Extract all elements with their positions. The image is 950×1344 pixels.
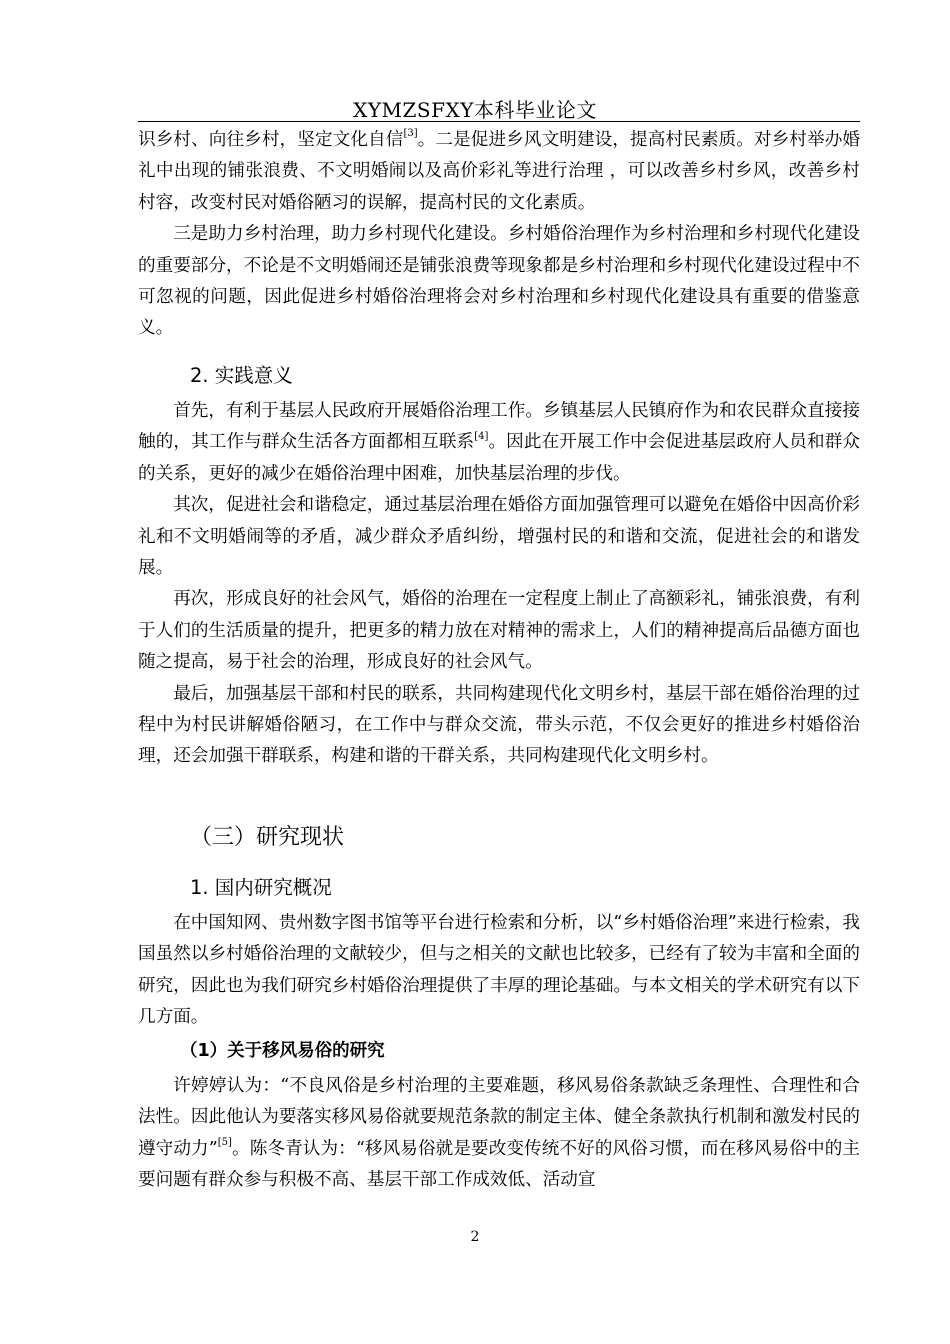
paragraph: 在中国知网、贵州数字图书馆等平台进行检索和分析，以“乡村婚俗治理”来进行检索，我国虽然以乡村婚俗治理的文献较少，但与之相关的文献也比较多，已经有了较为丰富和全面的研究，因此也为我们研究乡村婚俗治理提供了丰厚的理论基础。与本文相关的学术研究有以下几方面。 (138, 913, 860, 1028)
text-block-significance (138, 125, 860, 345)
paragraph: 三是助力乡村治理，助力乡村现代化建设。乡村婚俗治理作为乡村治理和乡村现代化建设的重要部分，不论是不文明婚闹还是铺张浪费等现象都是乡村治理和乡村现代化建设过程中不可忽视的问题，因此促进乡村婚俗治理将会对乡村治理和乡村现代化建设具有重要的借鉴意义。 (138, 224, 860, 339)
paragraph-text: 首先，有利于基层人民政府开展婚俗治理工作。乡镇基层人民镇府作为和农民群众直接接触的，其工作与群众生活各方面都相互联系 (138, 401, 860, 453)
text-block-practical-significance (138, 396, 860, 773)
text-block-customs-reform (138, 1071, 860, 1197)
paragraph-text: 。二是促进乡风文明建设，提高村民素质。对乡村举办婚礼中出现的铺张浪费、不文明婚闹以及高价彩礼等进行治理 ，可以改善乡村乡风，改善乡村村容，改变村民对婚俗陋习的误解，提高村民的文化素质。 (138, 130, 860, 213)
citation-marker: [5] (217, 1136, 232, 1148)
citation-marker: [4] (474, 430, 489, 442)
paragraph-text: 许婷婷认为：“不良风俗是乡村治理的主要难题，移风易俗条款缺乏条理性、合理性和合法性。因此他认为要落实移风易俗就要规范条款的制定主体、健全条款执行机制和激发村民的遵守动力” (138, 1076, 860, 1159)
paragraph-text: 。因此在开展工作中会促进基层政府人员和群众的关系，更好的减少在婚俗治理中困难，加快基层治理的步伐。 (138, 432, 860, 484)
paragraph (138, 125, 860, 219)
paragraph: 再次，形成良好的社会风气，婚俗的治理在一定程度上制止了高额彩礼，铺张浪费，有利于人们的生活质量的提升，把更多的精力放在对精神的需求上，人们的精神提高后品德方面也随之提高，易于社会的治理，形成良好的社会风气。 (138, 589, 860, 673)
citation-marker: [3] (403, 128, 418, 140)
section-heading-research-status: （三）研究现状 (190, 825, 345, 850)
page-header-title: XYMZSFXY本科毕业论文 (353, 98, 597, 122)
section-heading-practical-significance: 2. 实践意义 (190, 364, 293, 387)
section-heading-customs-reform: （1）关于移风易俗的研究 (180, 1041, 385, 1061)
header-divider (138, 121, 860, 122)
paragraph-text: 。陈冬青认为：“移风易俗就是要改变传统不好的风俗习惯，而在移风易俗中的主要问题有群众参与积极不高、基层干部工作成效低、活动宣 (138, 1138, 861, 1191)
section-heading-domestic-research: 1. 国内研究概况 (190, 876, 332, 899)
paragraph (138, 396, 860, 490)
text-block-domestic-research (138, 908, 860, 1034)
page-number: 2 (470, 1229, 480, 1245)
paragraph: 其次，促进社会和谐稳定，通过基层治理在婚俗方面加强管理可以避免在婚俗中因高价彩礼和不文明婚闹等的矛盾，减少群众矛盾纠纷，增强村民的和谐和交流，促进社会的和谐发展。 (138, 495, 860, 579)
paragraph: 最后，加强基层干部和村民的联系，共同构建现代化文明乡村，基层干部在婚俗治理的过程中为村民讲解婚俗陋习，在工作中与群众交流，带头示范，不仅会更好的推进乡村婚俗治理，还会加强干群联系，构建和谐的干群关系，共同构建现代化文明乡村。 (138, 683, 860, 767)
paragraph-text: 识乡村、向往乡村，坚定文化自信 (138, 130, 404, 150)
paragraph (138, 1071, 860, 1197)
